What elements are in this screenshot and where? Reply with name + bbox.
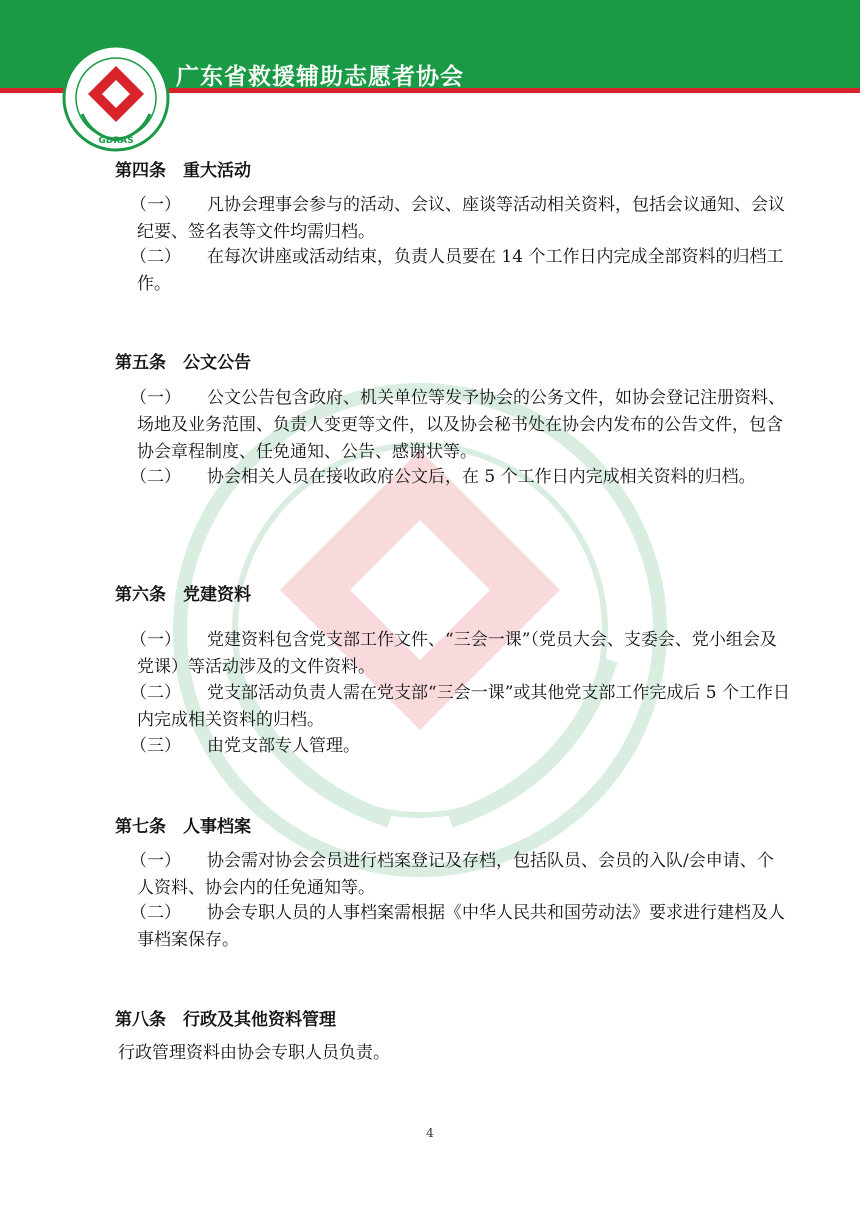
organization-name: 广东省救援辅助志愿者协会 bbox=[176, 64, 464, 90]
article-5-item-1 bbox=[130, 385, 790, 466]
item-text: 协会需对协会会员进行档案登记及存档，包括队员、会员的入队/会申请、个人资料、协会内的任免通知等。 bbox=[137, 851, 774, 898]
article-8-heading: 第八条 行政及其他资料管理 bbox=[115, 1010, 336, 1030]
item-text: 在每次讲座或活动结束，负责人员要在 14 个工作日内完成全部资料的归档工作。 bbox=[137, 247, 784, 294]
item-number: （二） bbox=[130, 467, 181, 487]
item-number: （一） bbox=[130, 851, 181, 871]
page-number: 4 bbox=[426, 1126, 434, 1140]
article-5-heading: 第五条 公文公告 bbox=[115, 353, 251, 373]
article-7-item-2 bbox=[130, 900, 790, 954]
item-text: 协会相关人员在接收政府公文后，在 5 个工作日内完成相关资料的归档。 bbox=[207, 467, 756, 487]
item-number: （二） bbox=[130, 903, 181, 923]
item-number: （二） bbox=[130, 683, 181, 703]
item-text: 由党支部专人管理。 bbox=[207, 736, 360, 756]
item-number: （一） bbox=[130, 195, 181, 215]
article-4-heading: 第四条 重大活动 bbox=[115, 161, 251, 181]
item-text: 党建资料包含党支部工作文件、“三会一课”（党员大会、支委会、党小组会及党课）等活动涉及的文件资料。 bbox=[137, 630, 777, 677]
article-6-item-1 bbox=[130, 627, 790, 681]
association-logo-icon bbox=[62, 44, 170, 152]
article-7-heading: 第七条 人事档案 bbox=[115, 817, 251, 837]
article-5-item-2 bbox=[130, 464, 790, 491]
logo-abbr: GDRAS bbox=[98, 136, 134, 146]
item-number: （二） bbox=[130, 247, 181, 267]
article-7-item-1 bbox=[130, 848, 790, 902]
article-6-item-3 bbox=[130, 733, 790, 760]
item-text: 党支部活动负责人需在党支部“三会一课”或其他党支部工作完成后 5 个工作日内完成相关资料的归档。 bbox=[137, 683, 791, 730]
article-6-item-2 bbox=[130, 680, 790, 734]
article-6-heading: 第六条 党建资料 bbox=[115, 585, 251, 605]
item-number: （三） bbox=[130, 736, 181, 756]
item-number: （一） bbox=[130, 630, 181, 650]
article-4-item-2 bbox=[130, 244, 790, 298]
item-text: 协会专职人员的人事档案需根据《中华人民共和国劳动法》要求进行建档及人事档案保存。 bbox=[137, 903, 785, 950]
article-4-item-1 bbox=[130, 192, 790, 246]
item-text: 凡协会理事会参与的活动、会议、座谈等活动相关资料，包括会议通知、会议纪要、签名表等文件均需归档。 bbox=[137, 195, 785, 242]
item-text: 公文公告包含政府、机关单位等发予协会的公务文件，如协会登记注册资料、场地及业务范围、负责人变更等文件，以及协会秘书处在协会内发布的公告文件，包含协会章程制度、任免通知、公告、感谢状等。 bbox=[137, 388, 785, 462]
item-number: （一） bbox=[130, 388, 181, 408]
article-8-body: 行政管理资料由协会专职人员负责。 bbox=[118, 1043, 390, 1063]
